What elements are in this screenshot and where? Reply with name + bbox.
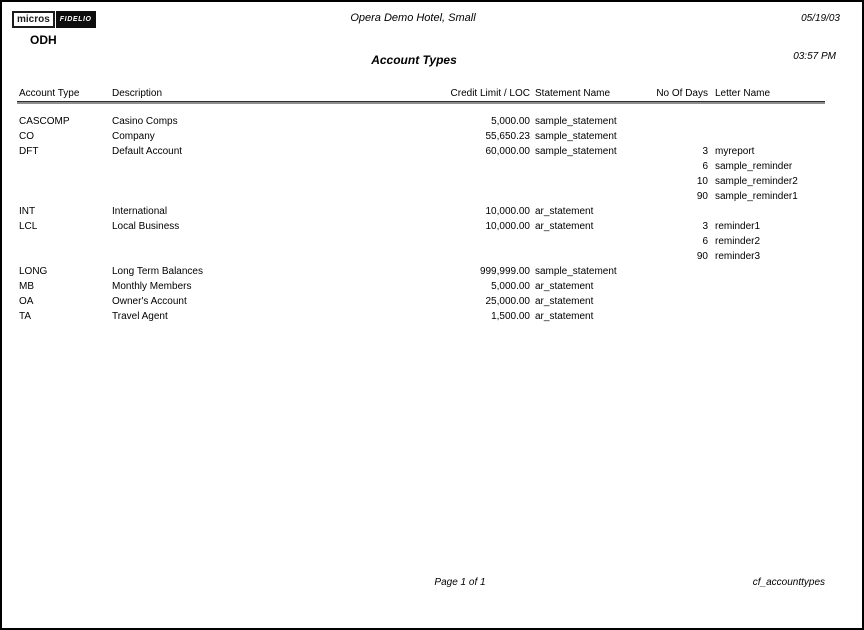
cell-account-type: INT — [19, 206, 36, 217]
cell-statement-name: sample_statement — [535, 116, 617, 127]
cell-no-of-days: 90 — [696, 191, 708, 202]
cell-account-type: LONG — [19, 266, 48, 277]
table-row — [2, 235, 862, 250]
micros-fidelio-logo — [12, 11, 96, 28]
cell-no-of-days: 6 — [702, 236, 708, 247]
table-body — [2, 115, 862, 325]
table-row — [2, 310, 862, 325]
cell-description: Default Account — [112, 146, 183, 157]
table-row — [2, 115, 862, 130]
hotel-name: Opera Demo Hotel, Small — [350, 12, 476, 24]
cell-letter-name: sample_reminder1 — [715, 191, 798, 202]
cell-statement-name: sample_statement — [535, 146, 617, 157]
table-row — [2, 160, 862, 175]
table-row — [2, 220, 862, 235]
cell-credit-limit: 5,000.00 — [491, 281, 530, 292]
table-row — [2, 145, 862, 160]
column-header-letter-name: Letter Name — [715, 88, 771, 99]
header-underline — [17, 101, 825, 104]
cell-no-of-days: 90 — [696, 251, 708, 262]
cell-description: International — [112, 206, 168, 217]
cell-account-type: CASCOMP — [19, 116, 70, 127]
cell-description: Monthly Members — [112, 281, 192, 292]
cell-account-type: DFT — [19, 146, 39, 157]
cell-account-type: OA — [19, 296, 34, 307]
table-row — [2, 265, 862, 280]
cell-description: Local Business — [112, 221, 180, 232]
table-row — [2, 295, 862, 310]
table-row — [2, 205, 862, 220]
cell-account-type: TA — [19, 311, 32, 322]
cell-statement-name: ar_statement — [535, 221, 594, 232]
cell-description: Owner's Account — [112, 296, 187, 307]
fidelio-logo-text: FIDELIO — [56, 11, 96, 28]
cell-credit-limit: 999,999.00 — [479, 266, 530, 277]
property-code: ODH — [30, 33, 57, 47]
cell-statement-name: sample_statement — [535, 266, 617, 277]
report-file-name: cf_accounttypes — [752, 577, 825, 588]
cell-statement-name: ar_statement — [535, 281, 594, 292]
column-header-description: Description — [112, 88, 163, 99]
table-row — [2, 190, 862, 205]
cell-letter-name: myreport — [715, 146, 755, 157]
cell-letter-name: sample_reminder — [715, 161, 793, 172]
cell-letter-name: reminder3 — [715, 251, 761, 262]
cell-credit-limit: 5,000.00 — [491, 116, 530, 127]
table-row — [2, 280, 862, 295]
table-header-row — [2, 88, 862, 101]
cell-account-type: MB — [19, 281, 34, 292]
cell-credit-limit: 25,000.00 — [485, 296, 530, 307]
report-date: 05/19/03 — [801, 13, 840, 24]
cell-description: Casino Comps — [112, 116, 178, 127]
cell-credit-limit: 60,000.00 — [485, 146, 530, 157]
cell-statement-name: ar_statement — [535, 206, 594, 217]
cell-no-of-days: 3 — [702, 221, 708, 232]
column-header-statement-name: Statement Name — [535, 88, 611, 99]
cell-credit-limit: 55,650.23 — [485, 131, 530, 142]
cell-credit-limit: 10,000.00 — [485, 206, 530, 217]
cell-no-of-days: 3 — [702, 146, 708, 157]
cell-description: Travel Agent — [112, 311, 168, 322]
cell-statement-name: ar_statement — [535, 296, 594, 307]
cell-description: Long Term Balances — [112, 266, 203, 277]
cell-letter-name: sample_reminder2 — [715, 176, 798, 187]
cell-statement-name: ar_statement — [535, 311, 594, 322]
cell-credit-limit: 10,000.00 — [485, 221, 530, 232]
micros-logo-text: micros — [12, 11, 55, 28]
cell-no-of-days: 10 — [696, 176, 708, 187]
table-row — [2, 250, 862, 265]
column-header-account-type: Account Type — [19, 88, 80, 99]
cell-account-type: CO — [19, 131, 34, 142]
column-header-no-of-days: No Of Days — [656, 88, 708, 99]
page-number: Page 1 of 1 — [434, 577, 486, 588]
table-row — [2, 130, 862, 145]
report-title: Account Types — [371, 53, 457, 67]
cell-letter-name: reminder1 — [715, 221, 761, 232]
column-header-credit-limit: Credit Limit / LOC — [450, 88, 530, 99]
cell-statement-name: sample_statement — [535, 131, 617, 142]
cell-description: Company — [112, 131, 155, 142]
cell-no-of-days: 6 — [702, 161, 708, 172]
report-time: 03:57 PM — [793, 51, 836, 62]
table-row — [2, 175, 862, 190]
cell-account-type: LCL — [19, 221, 38, 232]
cell-credit-limit: 1,500.00 — [491, 311, 530, 322]
cell-letter-name: reminder2 — [715, 236, 761, 247]
